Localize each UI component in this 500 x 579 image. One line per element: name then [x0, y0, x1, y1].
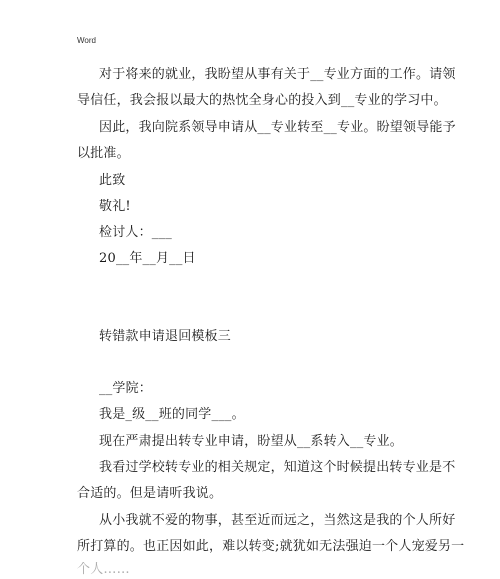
paragraph-line: 导信任，我会报以最大的热忱全身心的投入到__专业的学习中。 — [77, 93, 447, 108]
date-line: 20__年__月__日 — [99, 251, 196, 266]
paragraph-line: 因此，我向院系领导申请从__专业转至__专业。盼望领导能予 — [99, 120, 456, 135]
paragraph-line: 我看过学校转专业的相关规定，知道这个时候提出转专业是不 — [99, 460, 456, 475]
signer-line: 检讨人：___ — [99, 225, 172, 240]
paragraph-line: 以批准。 — [77, 146, 130, 161]
closing-line: 此致 — [99, 173, 126, 188]
paragraph-line: 从小我就不爱的物事，甚至近而远之，当然这是我的个人所好 — [99, 513, 456, 528]
document-header-label: Word — [77, 36, 96, 45]
paragraph-line: 现在严肃提出转专业申请，盼望从__系转入__专业。 — [99, 434, 404, 449]
closing-line: 敬礼! — [99, 199, 131, 214]
paragraph-line: 合适的。但是请听我说。 — [77, 486, 223, 501]
salutation-line: __学院： — [99, 381, 153, 396]
paragraph-line: 所打算的。也正因如此，难以转变;就犹如无法强迫一个人宠爱另一 — [77, 539, 465, 554]
section-title: 转错款申请退回模板三 — [99, 329, 232, 344]
paragraph-line: 个人…… — [77, 562, 130, 577]
paragraph-line: 我是_级__班的同学___。 — [99, 407, 245, 422]
paragraph-line: 对于将来的就业，我盼望从事有关于__专业方面的工作。请领 — [99, 67, 456, 82]
